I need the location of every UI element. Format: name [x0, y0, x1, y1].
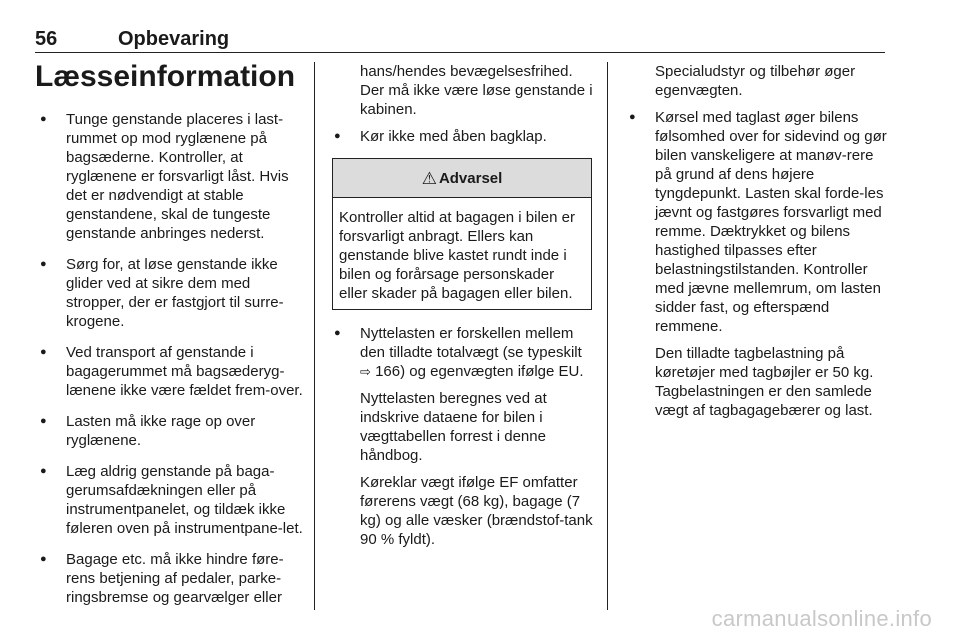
payload-text: Nyttelasten er forskellen mellem den tilladte totalvægt (se typeskilt: [360, 325, 582, 361]
page-number: 56: [35, 28, 58, 50]
payload-paragraph-2: Nyttelasten beregnes ved at indskrive dataene for bilen i vægttabellen forrest i denne håndbog.: [360, 390, 547, 464]
list-item: ● Læg aldrig genstande på baga-gerumsafdækningen eller på instrumentpanelet, og tildæk ikke føleren oven på instrumentpane-let.: [38, 462, 306, 538]
column-2: [332, 62, 594, 561]
page-reference-icon[interactable]: ⇨: [360, 364, 371, 379]
list-item: [332, 324, 594, 549]
section-title: Læsseinformation: [35, 60, 296, 93]
column-1: [38, 110, 306, 619]
list-item: [627, 108, 889, 420]
list-item: ● Tunge genstande placeres i last-rummet op mod ryglænene på bagsæderne. Kontroller, at ryglænene er forsvarligt låst. Hvis det er nødvendigt at stable genstandene, skal de tungeste genstande anbringes nederst.: [38, 110, 306, 243]
payload-paragraph: [360, 324, 594, 381]
watermark: carmanualsonline.info: [711, 606, 932, 631]
list-item: ● Kør ikke med åben bagklap.: [332, 127, 594, 146]
column-3: [627, 62, 889, 432]
warning-box: [332, 158, 592, 310]
warning-header: [333, 159, 591, 198]
roofload-paragraph-2: Den tilladte tagbelastning på køretøjer med tagbøjler er 50 kg. Tagbelastningen er den samlede vægt af tagbagagebærer og last.: [655, 345, 874, 419]
backflap-bullet-list: [332, 127, 594, 146]
payload-bullet-list: [332, 324, 594, 549]
continuation-text: hans/hendes bevægelsesfrihed. Der må ikke være løse genstande i kabinen.: [360, 63, 593, 118]
list-item: ● Bagage etc. må ikke hindre føre-rens betjening af pedaler, parke-ringsbremse og gearvælger eller: [38, 550, 306, 607]
list-item: ● Sørg for, at løse genstande ikke glider ved at sikre dem med stropper, der er fastgjort til surre-krogene.: [38, 255, 306, 331]
payload-text-ref: 166) og egenvægten ifølge EU.: [375, 363, 584, 380]
roofload-bullet-list: [627, 108, 889, 420]
warning-triangle-icon: ⚠: [421, 168, 437, 188]
loading-bullet-list: [38, 110, 306, 607]
chapter-title: Opbevaring: [118, 28, 230, 50]
warning-title: Advarsel: [438, 169, 503, 187]
page-header: [35, 24, 885, 53]
column-divider: [314, 62, 315, 610]
continuation-text: Specialudstyr og tilbehør øger egenvægten.: [655, 63, 856, 99]
warning-body: Kontroller altid at bagagen i bilen er forsvarligt anbragt. Ellers kan genstande blive kastet rundt inde i bilen og forårsage personskader eller skader på bagagen eller bilen.: [339, 209, 575, 302]
list-item: ● Lasten må ikke rage op over ryglænene.: [38, 412, 306, 450]
list-item: ● Ved transport af genstande i bagagerummet må bagsæderyg-lænene ikke være fældet frem-over.: [38, 343, 306, 400]
roofload-paragraph: ● Kørsel med taglast øger bilens følsomhed over for sidevind og gør bilen vanskeligere at manøv-rere på grund af dens højere tyngdepunkt. Lasten skal forde-les jævnt og fastgøres forsvarligt med remme. Dæktrykket og bilens hastighed tilpasses efter belastningstilstanden. Kontroller med jævne mellemrum, om lasten sidder fast, og efterspænd remmene.: [655, 109, 887, 335]
column-divider: [607, 62, 608, 610]
payload-paragraph-3: Køreklar vægt ifølge EF omfatter førerens vægt (68 kg), bagage (7 kg) og alle væsker (brændstof-tank 90 % fyldt).: [360, 474, 593, 548]
